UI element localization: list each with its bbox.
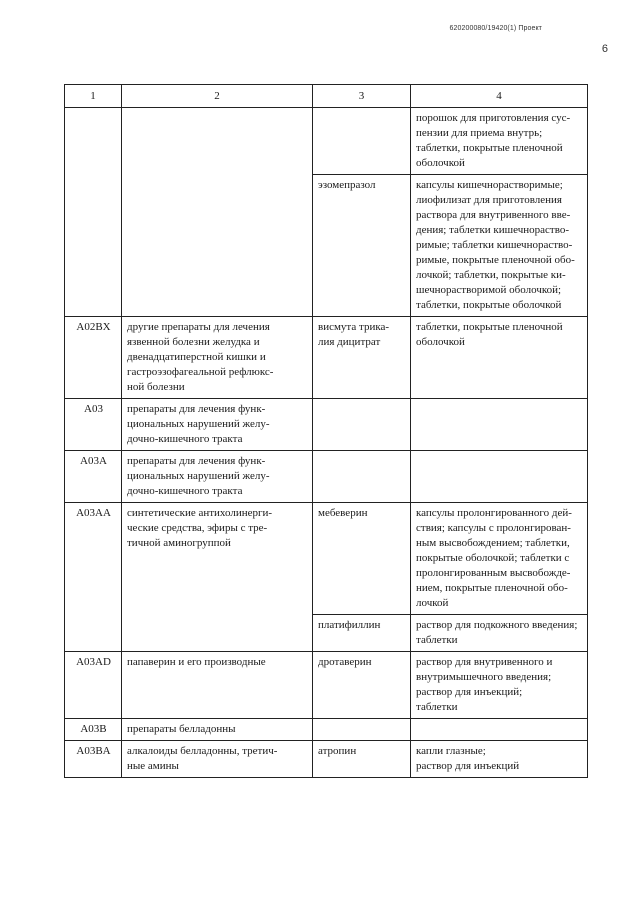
dosage-forms-cell (411, 399, 588, 451)
pharmacological-group-cell-line: препараты для лечения функ- (127, 403, 266, 415)
pharmacological-group-cell-line: дочно-кишечного тракта (127, 433, 243, 445)
dosage-forms-cell-line: римые; таблетки кишечнораство- (416, 239, 573, 251)
dosage-forms-cell-line: шечнорастворимой оболочкой; (416, 284, 562, 296)
pharmacological-group-cell (122, 741, 313, 778)
dosage-forms-cell-line: нием, покрытые пленочной обо- (416, 582, 568, 594)
pharmacological-group-cell-line: препараты белладонны (127, 723, 236, 735)
pharmacological-group-cell (122, 108, 313, 317)
dosage-forms-cell-line: порошок для приготовления сус- (416, 112, 571, 124)
atc-code-cell: A03BA (65, 741, 122, 778)
dosage-forms-cell-line: капсулы кишечнорастворимые; (416, 179, 563, 191)
drug-name-cell (313, 652, 411, 719)
drug-name-cell-line: атропин (318, 745, 357, 757)
dosage-forms-cell (411, 741, 588, 778)
drug-name-cell (313, 317, 411, 399)
pharmacological-group-cell-line: ные амины (127, 760, 179, 772)
table-row (65, 317, 588, 399)
document-id: 620200080/19420(1) Проект (449, 25, 542, 32)
dosage-forms-cell-line: пролонгированным высвобожде- (416, 567, 571, 579)
pharmacological-group-cell-line: циональных нарушений желу- (127, 470, 270, 482)
table-row (65, 741, 588, 778)
atc-code-cell (65, 108, 122, 317)
dosage-forms-cell-line: раствор для инъекций; (416, 686, 523, 698)
pharmacological-group-cell-line: другие препараты для лечения (127, 321, 270, 333)
drug-name-cell (313, 741, 411, 778)
table-row (65, 108, 588, 175)
dosage-forms-cell-line: внутримышечного введения; (416, 671, 552, 683)
dosage-forms-cell (411, 451, 588, 503)
dosage-forms-cell-line: капсулы пролонгированного дей- (416, 507, 572, 519)
drug-name-cell (313, 719, 411, 741)
page-number: 6 (601, 43, 608, 55)
pharmacological-group-cell (122, 719, 313, 741)
dosage-forms-cell-line: дения; таблетки кишечнораство- (416, 224, 570, 236)
drug-name-cell (313, 615, 411, 652)
drug-name-cell (313, 399, 411, 451)
drug-name-cell-line: мебеверин (318, 507, 368, 519)
dosage-forms-cell (411, 719, 588, 741)
dosage-forms-cell (411, 503, 588, 615)
drug-name-cell (313, 175, 411, 317)
pharmacological-group-cell (122, 451, 313, 503)
dosage-forms-cell-line: таблетки, покрытые оболочкой (416, 299, 562, 311)
pharmacological-group-cell-line: язвенной болезни желудка и (127, 336, 260, 348)
pharmacological-group-cell (122, 317, 313, 399)
atc-code-cell: A02BX (65, 317, 122, 399)
dosage-forms-cell-line: покрытые оболочкой; таблетки с (416, 552, 570, 564)
dosage-forms-cell (411, 317, 588, 399)
pharmacological-group-cell-line: синтетические антихолинерги- (127, 507, 273, 519)
dosage-forms-cell-line: раствор для подкожного введения; (416, 619, 578, 631)
dosage-forms-cell-line: таблетки (416, 701, 458, 713)
table-row (65, 503, 588, 615)
drug-name-cell (313, 503, 411, 615)
pharmacological-group-cell-line: циональных нарушений желу- (127, 418, 270, 430)
drug-registry-table (64, 84, 588, 778)
pharmacological-group-cell-line: ческие средства, эфиры с тре- (127, 522, 268, 534)
dosage-forms-cell-line: таблетки, покрытые пленочной (416, 321, 563, 333)
table-row (65, 719, 588, 741)
column-header: 1 (65, 85, 122, 108)
dosage-forms-cell-line: раствора для внутривенного вве- (416, 209, 571, 221)
atc-code-cell: A03AD (65, 652, 122, 719)
drug-name-cell-line: висмута трика- (318, 321, 390, 333)
drug-name-cell-line: платифиллин (318, 619, 381, 631)
pharmacological-group-cell-line: ной болезни (127, 381, 185, 393)
atc-code-cell: A03 (65, 399, 122, 451)
pharmacological-group-cell (122, 399, 313, 451)
atc-code-cell: A03B (65, 719, 122, 741)
pharmacological-group-cell-line: двенадцатиперстной кишки и (127, 351, 266, 363)
drug-name-cell-line: лия дицитрат (318, 336, 381, 348)
atc-code-cell: A03AA (65, 503, 122, 652)
pharmacological-group-cell-line: папаверин и его производные (127, 656, 266, 668)
dosage-forms-cell (411, 615, 588, 652)
dosage-forms-cell-line: оболочкой (416, 336, 465, 348)
dosage-forms-cell-line: лочкой (416, 597, 449, 609)
drug-name-cell (313, 108, 411, 175)
column-header: 3 (313, 85, 411, 108)
dosage-forms-cell-line: таблетки (416, 634, 458, 646)
dosage-forms-cell-line: лиофилизат для приготовления (416, 194, 562, 206)
pharmacological-group-cell (122, 503, 313, 652)
dosage-forms-cell-line: лочкой; таблетки, покрытые ки- (416, 269, 566, 281)
table-body (65, 108, 588, 778)
table-row (65, 652, 588, 719)
dosage-forms-cell (411, 652, 588, 719)
dosage-forms-cell-line: римые, покрытые пленочной обо- (416, 254, 575, 266)
dosage-forms-cell-line: пензии для приема внутрь; (416, 127, 543, 139)
atc-code-cell: A03A (65, 451, 122, 503)
column-header: 4 (411, 85, 588, 108)
table-header-row (65, 85, 588, 108)
pharmacological-group-cell-line: гастроэзофагеальной рефлюкс- (127, 366, 274, 378)
dosage-forms-cell-line: ствия; капсулы с пролонгирован- (416, 522, 571, 534)
dosage-forms-cell-line: раствор для инъекций (416, 760, 520, 772)
pharmacological-group-cell (122, 652, 313, 719)
dosage-forms-cell-line: таблетки, покрытые пленочной (416, 142, 563, 154)
table-row (65, 451, 588, 503)
drug-name-cell-line: дротаверин (318, 656, 372, 668)
table-row (65, 399, 588, 451)
pharmacological-group-cell-line: препараты для лечения функ- (127, 455, 266, 467)
column-header: 2 (122, 85, 313, 108)
drug-name-cell-line: эзомепразол (318, 179, 376, 191)
drug-name-cell (313, 451, 411, 503)
dosage-forms-cell-line: раствор для внутривенного и (416, 656, 553, 668)
dosage-forms-cell (411, 175, 588, 317)
pharmacological-group-cell-line: тичной аминогруппой (127, 537, 231, 549)
pharmacological-group-cell-line: алкалоиды белладонны, третич- (127, 745, 278, 757)
dosage-forms-cell (411, 108, 588, 175)
dosage-forms-cell-line: ным высвобождением; таблетки, (416, 537, 570, 549)
dosage-forms-cell-line: оболочкой (416, 157, 465, 169)
pharmacological-group-cell-line: дочно-кишечного тракта (127, 485, 243, 497)
dosage-forms-cell-line: капли глазные; (416, 745, 486, 757)
